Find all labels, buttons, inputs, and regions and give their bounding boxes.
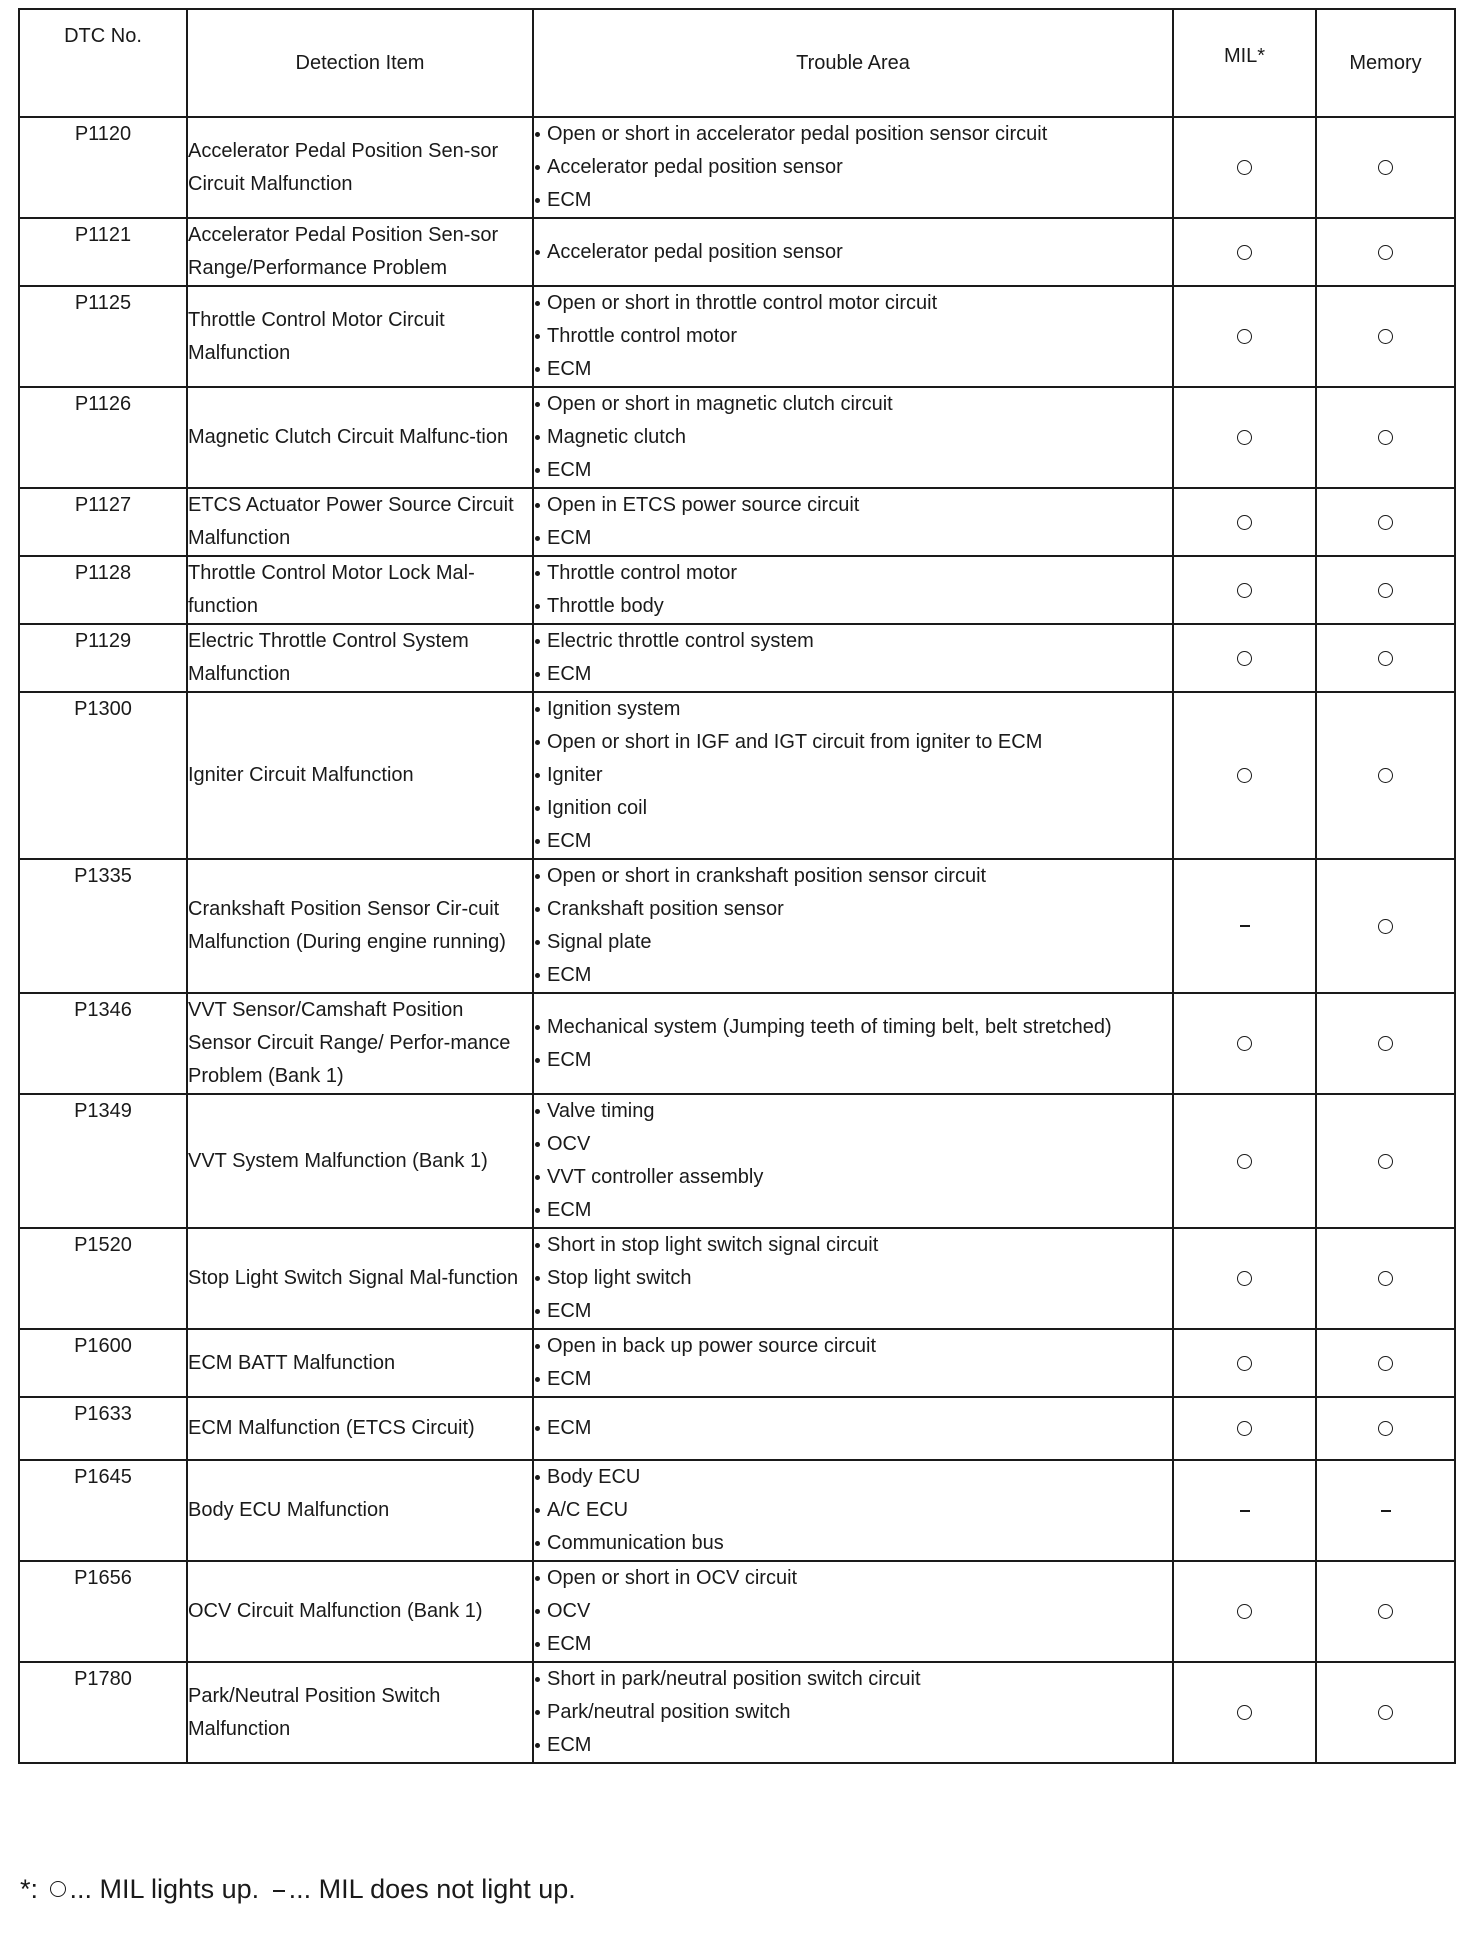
trouble-area-list (534, 1461, 1172, 1560)
table-row (19, 1094, 1455, 1228)
detection-item-cell: Throttle Control Motor Lock Mal-function (187, 556, 533, 624)
memory-cell (1316, 488, 1455, 556)
circle-mark-icon (1237, 515, 1252, 530)
trouble-area-item: ECM (534, 1412, 1172, 1445)
trouble-area-item: Body ECU (534, 1461, 1172, 1494)
trouble-area-item: Open or short in throttle control motor circuit (534, 287, 1172, 320)
detection-item-cell: Park/Neutral Position Switch Malfunction (187, 1662, 533, 1763)
circle-mark-icon (1378, 1421, 1393, 1436)
memory-cell (1316, 1329, 1455, 1397)
dash-mark-icon (1240, 925, 1250, 927)
circle-mark-icon (1378, 515, 1393, 530)
dtc-code-cell: P1128 (19, 556, 187, 624)
trouble-area-item: ECM (534, 825, 1172, 858)
trouble-area-item: VVT controller assembly (534, 1161, 1172, 1194)
trouble-area-cell (533, 993, 1173, 1094)
memory-cell (1316, 556, 1455, 624)
memory-cell (1316, 1561, 1455, 1662)
trouble-area-item: Open in back up power source circuit (534, 1330, 1172, 1363)
trouble-area-item: Mechanical system (Jumping teeth of timing belt, belt stretched) (534, 1011, 1172, 1044)
memory-cell (1316, 1662, 1455, 1763)
trouble-area-item: OCV (534, 1128, 1172, 1161)
mil-cell (1173, 1397, 1316, 1460)
trouble-area-cell (533, 1094, 1173, 1228)
trouble-area-item: ECM (534, 454, 1172, 487)
trouble-area-item: ECM (534, 1295, 1172, 1328)
trouble-area-item: Park/neutral position switch (534, 1696, 1172, 1729)
trouble-area-item: Open or short in magnetic clutch circuit (534, 388, 1172, 421)
detection-item-cell: OCV Circuit Malfunction (Bank 1) (187, 1561, 533, 1662)
table-body (19, 117, 1455, 1763)
trouble-area-item: Communication bus (534, 1527, 1172, 1560)
trouble-area-item: Open in ETCS power source circuit (534, 489, 1172, 522)
header-memory: Memory (1316, 9, 1455, 117)
table-row (19, 859, 1455, 993)
detection-item-cell: Crankshaft Position Sensor Cir-cuit Malfunction (During engine running) (187, 859, 533, 993)
detection-item-cell: Electric Throttle Control System Malfunction (187, 624, 533, 692)
table-row (19, 1329, 1455, 1397)
trouble-area-item: Accelerator pedal position sensor (534, 151, 1172, 184)
memory-cell (1316, 624, 1455, 692)
table-row (19, 117, 1455, 218)
circle-mark-icon (1378, 1604, 1393, 1619)
dtc-code-cell: P1121 (19, 218, 187, 286)
dtc-code-cell: P1129 (19, 624, 187, 692)
trouble-area-item: Crankshaft position sensor (534, 893, 1172, 926)
memory-cell (1316, 692, 1455, 859)
trouble-area-item: Ignition system (534, 693, 1172, 726)
dash-mark-icon (1240, 1510, 1250, 1512)
detection-item-cell: Stop Light Switch Signal Mal-function (187, 1228, 533, 1329)
trouble-area-item: ECM (534, 1194, 1172, 1227)
mil-cell (1173, 1094, 1316, 1228)
memory-cell (1316, 286, 1455, 387)
trouble-area-cell (533, 556, 1173, 624)
dtc-code-cell: P1346 (19, 993, 187, 1094)
trouble-area-item: ECM (534, 353, 1172, 386)
trouble-area-list (534, 625, 1172, 691)
circle-mark-icon (1237, 160, 1252, 175)
circle-mark-icon (50, 1881, 66, 1897)
trouble-area-cell (533, 692, 1173, 859)
trouble-area-item: ECM (534, 1044, 1172, 1077)
mil-cell (1173, 556, 1316, 624)
dtc-code-cell: P1120 (19, 117, 187, 218)
trouble-area-item: Stop light switch (534, 1262, 1172, 1295)
header-mil: MIL* (1173, 9, 1316, 117)
table-row (19, 1228, 1455, 1329)
mil-cell (1173, 1329, 1316, 1397)
trouble-area-item: ECM (534, 658, 1172, 691)
memory-cell (1316, 218, 1455, 286)
memory-cell (1316, 859, 1455, 993)
dtc-code-cell: P1335 (19, 859, 187, 993)
trouble-area-item: Signal plate (534, 926, 1172, 959)
mil-cell (1173, 1228, 1316, 1329)
trouble-area-item: Open or short in OCV circuit (534, 1562, 1172, 1595)
circle-mark-icon (1237, 1421, 1252, 1436)
table-row (19, 993, 1455, 1094)
mil-cell (1173, 624, 1316, 692)
trouble-area-cell (533, 1329, 1173, 1397)
trouble-area-item: Ignition coil (534, 792, 1172, 825)
table-header-row (19, 9, 1455, 117)
dtc-code-cell: P1126 (19, 387, 187, 488)
trouble-area-list (534, 236, 1172, 269)
trouble-area-item: Magnetic clutch (534, 421, 1172, 454)
trouble-area-item: ECM (534, 184, 1172, 217)
mil-cell (1173, 117, 1316, 218)
trouble-area-list (534, 693, 1172, 858)
table-row (19, 387, 1455, 488)
mil-cell (1173, 286, 1316, 387)
detection-item-cell: Throttle Control Motor Circuit Malfunction (187, 286, 533, 387)
table-row (19, 1397, 1455, 1460)
circle-mark-icon (1378, 1271, 1393, 1286)
dtc-code-cell: P1633 (19, 1397, 187, 1460)
circle-mark-icon (1237, 583, 1252, 598)
trouble-area-item: ECM (534, 1363, 1172, 1396)
trouble-area-cell (533, 218, 1173, 286)
trouble-area-item: Accelerator pedal position sensor (534, 236, 1172, 269)
footnote (20, 1872, 576, 1906)
detection-item-cell: VVT Sensor/Camshaft Position Sensor Circuit Range/ Perfor-mance Problem (Bank 1) (187, 993, 533, 1094)
trouble-area-cell (533, 1460, 1173, 1561)
trouble-area-item: ECM (534, 959, 1172, 992)
circle-mark-icon (1378, 430, 1393, 445)
circle-mark-icon (1237, 1705, 1252, 1720)
detection-item-cell: Accelerator Pedal Position Sen-sor Circuit Malfunction (187, 117, 533, 218)
trouble-area-item: ECM (534, 522, 1172, 555)
memory-cell (1316, 387, 1455, 488)
trouble-area-list (534, 1562, 1172, 1661)
table-row (19, 1460, 1455, 1561)
circle-mark-icon (1378, 1356, 1393, 1371)
table-row (19, 286, 1455, 387)
memory-cell (1316, 117, 1455, 218)
mil-cell (1173, 218, 1316, 286)
mil-cell (1173, 1662, 1316, 1763)
circle-mark-icon (1378, 329, 1393, 344)
circle-mark-icon (1378, 245, 1393, 260)
trouble-area-list (534, 1663, 1172, 1762)
mil-cell (1173, 387, 1316, 488)
trouble-area-cell (533, 286, 1173, 387)
mil-cell (1173, 1460, 1316, 1561)
footnote-dash-text: ... MIL does not light up. (288, 1874, 576, 1904)
dtc-code-cell: P1349 (19, 1094, 187, 1228)
trouble-area-item: A/C ECU (534, 1494, 1172, 1527)
mil-cell (1173, 692, 1316, 859)
trouble-area-item: Electric throttle control system (534, 625, 1172, 658)
table-row (19, 1662, 1455, 1763)
footnote-circle-text: ... MIL lights up. (69, 1874, 260, 1904)
trouble-area-item: Short in park/neutral position switch circuit (534, 1663, 1172, 1696)
trouble-area-item: Open or short in IGF and IGT circuit from igniter to ECM (534, 726, 1172, 759)
detection-item-cell: Accelerator Pedal Position Sen-sor Range/Performance Problem (187, 218, 533, 286)
dtc-table (18, 8, 1456, 1764)
circle-mark-icon (1378, 768, 1393, 783)
detection-item-cell: ECM Malfunction (ETCS Circuit) (187, 1397, 533, 1460)
circle-mark-icon (1378, 160, 1393, 175)
table-row (19, 218, 1455, 286)
trouble-area-item: Open or short in accelerator pedal position sensor circuit (534, 118, 1172, 151)
trouble-area-item: Short in stop light switch signal circuit (534, 1229, 1172, 1262)
trouble-area-list (534, 1412, 1172, 1445)
trouble-area-cell (533, 1397, 1173, 1460)
circle-mark-icon (1237, 1154, 1252, 1169)
header-trouble-area: Trouble Area (533, 9, 1173, 117)
trouble-area-item: Open or short in crankshaft position sensor circuit (534, 860, 1172, 893)
mil-cell (1173, 1561, 1316, 1662)
header-dtc-no: DTC No. (19, 9, 187, 117)
table-row (19, 488, 1455, 556)
memory-cell (1316, 1094, 1455, 1228)
table-row (19, 1561, 1455, 1662)
trouble-area-item: OCV (534, 1595, 1172, 1628)
trouble-area-cell (533, 117, 1173, 218)
circle-mark-icon (1378, 1036, 1393, 1051)
circle-mark-icon (1378, 651, 1393, 666)
trouble-area-list (534, 1229, 1172, 1328)
circle-mark-icon (1378, 1705, 1393, 1720)
trouble-area-list (534, 388, 1172, 487)
trouble-area-cell (533, 624, 1173, 692)
memory-cell (1316, 1397, 1455, 1460)
header-detection-item: Detection Item (187, 9, 533, 117)
footnote-prefix: *: (20, 1874, 39, 1904)
trouble-area-item: ECM (534, 1628, 1172, 1661)
detection-item-cell: ECM BATT Malfunction (187, 1329, 533, 1397)
memory-cell (1316, 1460, 1455, 1561)
mil-cell (1173, 859, 1316, 993)
dtc-code-cell: P1780 (19, 1662, 187, 1763)
detection-item-cell: ETCS Actuator Power Source Circuit Malfunction (187, 488, 533, 556)
detection-item-cell: Body ECU Malfunction (187, 1460, 533, 1561)
circle-mark-icon (1237, 1036, 1252, 1051)
mil-cell (1173, 993, 1316, 1094)
trouble-area-list (534, 1011, 1172, 1077)
trouble-area-list (534, 1095, 1172, 1227)
trouble-area-list (534, 860, 1172, 992)
trouble-area-list (534, 287, 1172, 386)
circle-mark-icon (1237, 1356, 1252, 1371)
memory-cell (1316, 993, 1455, 1094)
circle-mark-icon (1237, 768, 1252, 783)
dash-mark-icon (273, 1890, 285, 1892)
trouble-area-cell (533, 387, 1173, 488)
dtc-code-cell: P1520 (19, 1228, 187, 1329)
memory-cell (1316, 1228, 1455, 1329)
trouble-area-item: Throttle control motor (534, 557, 1172, 590)
dtc-code-cell: P1645 (19, 1460, 187, 1561)
trouble-area-item: ECM (534, 1729, 1172, 1762)
circle-mark-icon (1237, 430, 1252, 445)
circle-mark-icon (1237, 651, 1252, 666)
trouble-area-cell (533, 1561, 1173, 1662)
dtc-code-cell: P1600 (19, 1329, 187, 1397)
mil-cell (1173, 488, 1316, 556)
circle-mark-icon (1237, 1271, 1252, 1286)
trouble-area-list (534, 557, 1172, 623)
trouble-area-list (534, 1330, 1172, 1396)
trouble-area-item: Igniter (534, 759, 1172, 792)
trouble-area-list (534, 489, 1172, 555)
dtc-code-cell: P1300 (19, 692, 187, 859)
trouble-area-item: Valve timing (534, 1095, 1172, 1128)
trouble-area-cell (533, 488, 1173, 556)
dtc-code-cell: P1125 (19, 286, 187, 387)
trouble-area-cell (533, 1662, 1173, 1763)
table-row (19, 556, 1455, 624)
dtc-code-cell: P1656 (19, 1561, 187, 1662)
detection-item-cell: VVT System Malfunction (Bank 1) (187, 1094, 533, 1228)
circle-mark-icon (1237, 1604, 1252, 1619)
trouble-area-item: Throttle body (534, 590, 1172, 623)
detection-item-cell: Igniter Circuit Malfunction (187, 692, 533, 859)
trouble-area-list (534, 118, 1172, 217)
circle-mark-icon (1237, 245, 1252, 260)
trouble-area-item: Throttle control motor (534, 320, 1172, 353)
dtc-code-cell: P1127 (19, 488, 187, 556)
table-row (19, 624, 1455, 692)
trouble-area-cell (533, 859, 1173, 993)
circle-mark-icon (1237, 329, 1252, 344)
trouble-area-cell (533, 1228, 1173, 1329)
circle-mark-icon (1378, 583, 1393, 598)
dash-mark-icon (1381, 1510, 1391, 1512)
detection-item-cell: Magnetic Clutch Circuit Malfunc-tion (187, 387, 533, 488)
circle-mark-icon (1378, 919, 1393, 934)
table-row (19, 692, 1455, 859)
circle-mark-icon (1378, 1154, 1393, 1169)
